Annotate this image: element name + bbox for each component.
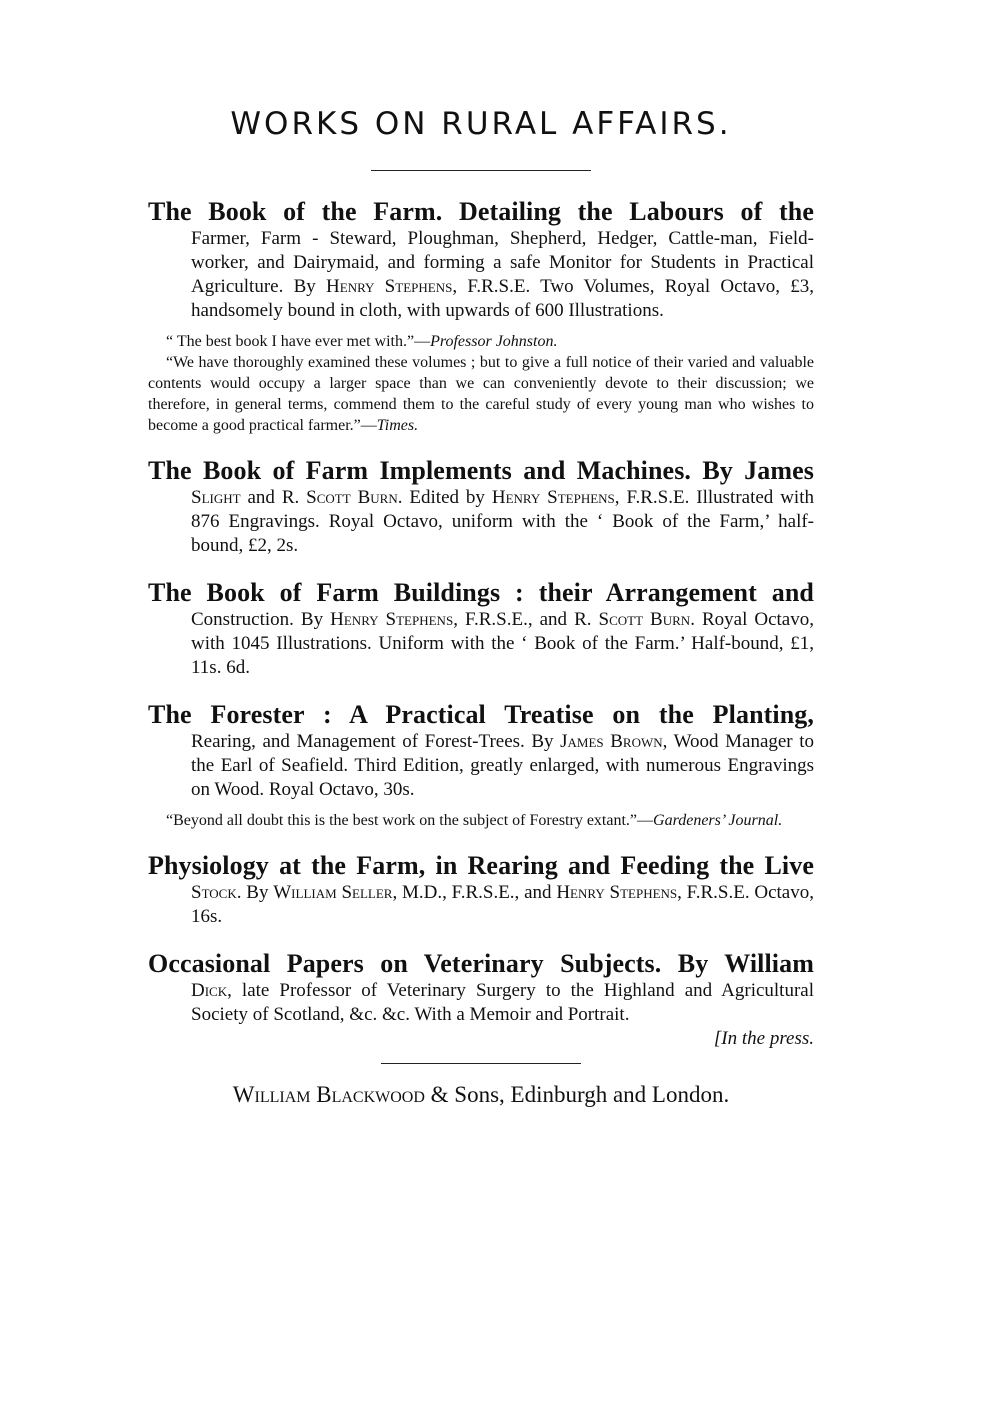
review-quote xyxy=(148,810,814,831)
entry-description xyxy=(148,486,814,558)
heading-rule xyxy=(371,170,591,171)
quote-source: Gardeners’ Journal. xyxy=(653,812,783,829)
description-text: Farmer, Farm - Steward, Ploughman, Shepherd, Hedger, Cattle-man, Field-worker, and Dairymaid, and forming a safe Monitor for Students in Practical Agriculture. By xyxy=(191,228,814,297)
review-quote xyxy=(148,331,814,352)
description-text: . Edited by xyxy=(397,487,492,508)
entry-title: Physiology at the Farm, in Rearing and Feeding the Live xyxy=(148,851,814,880)
entry-book-of-the-farm xyxy=(148,197,814,436)
entry-title: The Forester : A Practical Treatise on the Planting, xyxy=(148,700,814,729)
description-text: , F.R.S.E. Octavo, 16s. xyxy=(191,882,814,927)
author-name: R. Scott Burn xyxy=(574,609,691,630)
description-text: Construction. By xyxy=(191,609,331,630)
author-name: Henry Stephens xyxy=(326,276,453,297)
publication-status: [In the press. xyxy=(713,1028,814,1049)
footer-rule xyxy=(381,1063,581,1064)
entry-physiology-at-the-farm xyxy=(148,851,814,929)
entry-description xyxy=(148,227,814,323)
publisher-imprint xyxy=(148,1082,814,1108)
description-text: , Wood Manager to the Earl of Seafield. Third Edition, greatly enlarged, with numerous Engravings on Wood. Royal Octavo, 30s. xyxy=(191,731,814,800)
description-text: Rearing, and Management of Forest-Trees. By xyxy=(191,731,561,752)
entry-title: Occasional Papers on Veterinary Subjects. By William xyxy=(148,949,814,978)
entry-description xyxy=(148,979,814,1051)
entry-description xyxy=(148,730,814,802)
entry-description xyxy=(148,608,814,680)
description-text: , M.D., F.R.S.E., and xyxy=(392,882,557,903)
description-text: , F.R.S.E. Illustrated with 876 Engravings. Royal Octavo, uniform with the ‘ Book of the Farm,’ half-bound, £2, 2s. xyxy=(191,487,814,556)
author-name: R. Scott Burn xyxy=(281,487,398,508)
page-heading: WORKS ON RURAL AFFAIRS. xyxy=(230,106,732,142)
review-quote xyxy=(148,352,814,436)
description-text: , late Professor of Veterinary Surgery to the Highland and Agricultural Society of Scotland, &c. &c. With a Memoir and Portrait. xyxy=(191,980,814,1025)
author-name: Henry Stephens xyxy=(330,609,454,630)
entry-title: The Book of Farm Implements and Machines. By James xyxy=(148,456,814,485)
review-quotes xyxy=(148,331,814,436)
author-name: Slight xyxy=(191,487,241,508)
quote-text: “ The best book I have ever met with.”— xyxy=(166,333,431,350)
quote-source: Professor Johnston. xyxy=(430,333,558,350)
review-quotes xyxy=(148,810,814,831)
author-name: Henry Stephens xyxy=(556,882,678,903)
author-name: James Brown xyxy=(560,731,663,752)
entry-description xyxy=(148,881,814,929)
entry-farm-buildings xyxy=(148,578,814,680)
publisher-location: & Sons, Edinburgh and London. xyxy=(424,1082,730,1107)
publisher-name: William Blackwood xyxy=(232,1082,425,1107)
author-name: William Seller xyxy=(273,882,393,903)
description-text: , F.R.S.E. Two Volumes, Royal Octavo, £3, handsomely bound in cloth, with upwards of 600 Illustrations. xyxy=(191,276,814,321)
quote-text: “Beyond all doubt this is the best work on the subject of Forestry extant.”— xyxy=(166,812,654,829)
description-text: and xyxy=(240,487,282,508)
author-name: Dick xyxy=(191,980,228,1001)
description-text: Stock xyxy=(191,882,237,903)
quote-text: “We have thoroughly examined these volumes ; but to give a full notice of their varied and valuable contents would occupy a larger space than we can conveniently devote to their discussion; we therefore, in general terms, commend them to the careful study of every young man who wishes to become a good practical farmer.”— xyxy=(148,354,814,434)
entry-title: The Book of Farm Buildings : their Arrangement and xyxy=(148,578,814,607)
entry-title: The Book of the Farm. Detailing the Labours of the xyxy=(148,197,814,226)
description-text: . Royal Octavo, with 1045 Illustrations. Uniform with the ‘ Book of the Farm.’ Half-bound, £1, 11s. 6d. xyxy=(191,609,814,678)
entry-the-forester xyxy=(148,700,814,831)
author-name: Henry Stephens xyxy=(491,487,615,508)
entry-veterinary-papers xyxy=(148,949,814,1051)
quote-source: Times. xyxy=(376,417,419,434)
entry-farm-implements xyxy=(148,456,814,558)
description-text: , F.R.S.E., and xyxy=(453,609,575,630)
page xyxy=(148,100,814,1108)
description-text: . By xyxy=(236,882,274,903)
